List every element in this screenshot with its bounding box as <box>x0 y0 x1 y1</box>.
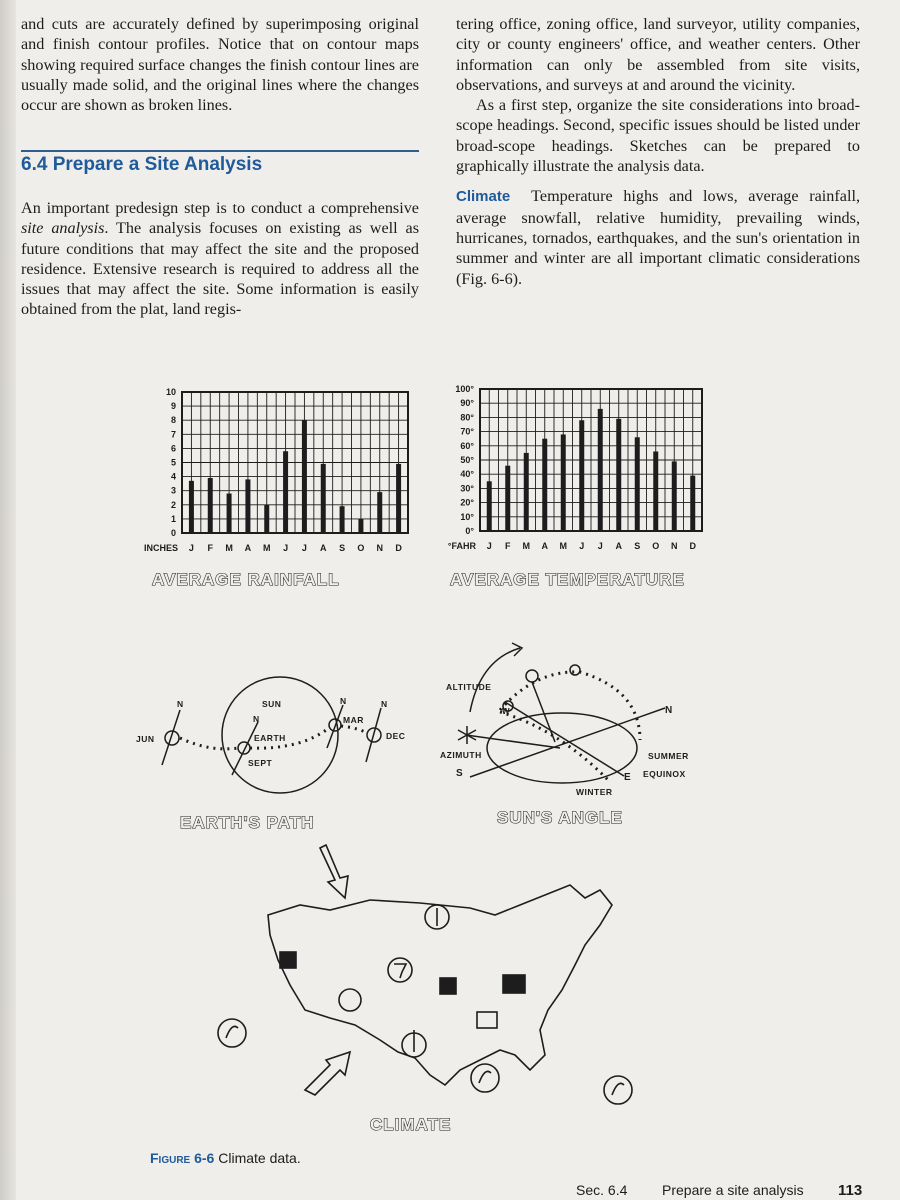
temperature-ytick-2: 20° <box>460 497 474 508</box>
rainfall-bar-3 <box>245 479 250 533</box>
rainfall-bar-0 <box>189 481 194 533</box>
compass-e: E <box>624 772 632 783</box>
rainfall-xtick-0: J <box>188 543 194 553</box>
temperature-xtick-3: A <box>541 541 548 551</box>
rainfall-xtick-5: J <box>283 543 289 553</box>
temperature-bar-11 <box>690 476 695 531</box>
horizon-ellipse <box>487 713 637 783</box>
temperature-xtick-5: J <box>579 541 585 551</box>
rainfall-xtick-4: M <box>263 543 271 553</box>
temperature-bar-4 <box>561 434 566 531</box>
footer-section: Sec. 6.4 <box>576 1182 628 1198</box>
sun-noon <box>570 665 580 675</box>
azimuth-line <box>466 735 560 748</box>
temperature-ytick-6: 60° <box>460 440 474 451</box>
rainfall-xtick-3: A <box>244 543 252 553</box>
rainfall-xtick-1: F <box>207 543 213 553</box>
figure-caption <box>150 1150 301 1166</box>
temperature-ytick-3: 30° <box>460 483 474 494</box>
right-paragraph-1: tering office, zoning office, land surveyor, utility companies, city or county engineers' office, and weather centers. Other information can only be assembled from site visits, observations, and surveys at and around the vicinity. <box>456 15 860 94</box>
azimuth-label: AZIMUTH <box>440 750 482 760</box>
rainfall-ytick-10: 10 <box>165 387 176 397</box>
orbit-dots-1 <box>180 738 238 749</box>
suns-angle-diagram <box>458 643 665 783</box>
altitude-label: ALTITUDE <box>446 682 492 692</box>
axis-dec <box>366 708 381 762</box>
summer-label: SUMMER <box>648 751 689 761</box>
earths-path-title: EARTH'S PATH <box>180 813 315 832</box>
north-label-jun: N <box>177 699 184 709</box>
rainfall-ytick-8: 8 <box>170 415 176 426</box>
temperature-xtick-6: J <box>597 541 603 551</box>
heat-icon <box>477 1012 497 1028</box>
snow-icon-west <box>280 952 296 968</box>
temperature-bar-3 <box>542 439 547 531</box>
temperature-bar-2 <box>524 453 529 531</box>
temperature-ytick-9: 90° <box>460 398 474 409</box>
temperature-ytick-1: 10° <box>460 511 474 522</box>
footer-title: Prepare a site analysis <box>662 1182 804 1198</box>
suns-angle-title: SUN'S ANGLE <box>497 808 623 827</box>
climate-subheading: Climate <box>456 188 511 206</box>
temperature-xtick-2: M <box>522 541 530 551</box>
rainfall-ytick-5: 5 <box>170 457 176 468</box>
sun-summer <box>526 670 538 682</box>
snow-icon-central <box>440 978 456 994</box>
rainfall-bar-9 <box>358 519 363 533</box>
temperature-chart-title: AVERAGE TEMPERATURE <box>450 570 685 589</box>
climate-text: Temperature highs and lows, average rainfall, average snowfall, relative humidity, prevailing winds, hurricanes, tornados, earthquakes, and the sun's orientation in summer and winter are all important climatic considerations (Fig. 6-6). <box>456 187 860 288</box>
temperature-bar-0 <box>487 481 492 531</box>
thermometer-icon-south <box>402 1030 426 1057</box>
temperature-xtick-10: N <box>671 541 678 551</box>
climate-map-title: CLIMATE <box>370 1115 452 1134</box>
rainfall-bar-10 <box>377 492 382 533</box>
hurricane-icon-east <box>471 1064 499 1092</box>
temperature-xtick-1: F <box>505 541 511 551</box>
rainfall-ytick-6: 6 <box>170 443 176 454</box>
temperature-xtick-4: M <box>559 541 567 551</box>
temperature-bar-8 <box>635 437 640 531</box>
temperature-xtick-11: D <box>689 541 696 551</box>
compass-s: S <box>456 768 464 779</box>
temperature-ytick-0: 0° <box>465 526 474 536</box>
sun-icon-map <box>339 989 361 1011</box>
us-climate-map <box>218 845 632 1104</box>
altitude-arrow <box>470 648 520 712</box>
rainfall-ytick-4: 4 <box>170 471 176 482</box>
compass-n: N <box>665 705 673 716</box>
rainfall-xtick-2: M <box>225 543 233 553</box>
rainfall-ytick-0: 0 <box>170 528 176 538</box>
rainfall-xtick-8: S <box>339 543 346 553</box>
rainfall-xtick-11: D <box>395 543 402 553</box>
right-paragraph-2: As a first step, organize the site considerations into broad-scope headings. Second, specific issues should be listed under broad-scope headings. Sketches can be prepared to graphically illustrate the analysis data. <box>456 96 860 176</box>
temperature-xtick-7: A <box>615 541 622 551</box>
temperature-bar-7 <box>616 419 621 531</box>
rainfall-bar-4 <box>264 505 269 533</box>
figure-label: Figure 6-6 <box>150 1150 215 1166</box>
temperature-ytick-7: 70° <box>460 426 474 437</box>
temperature-unit-label: °FAHR <box>447 541 476 551</box>
rainfall-bar-6 <box>302 420 307 533</box>
rainfall-bar-2 <box>227 494 232 533</box>
equinox-label: EQUINOX <box>643 769 686 779</box>
rainfall-ytick-1: 1 <box>170 513 176 524</box>
rainfall-chart-title: AVERAGE RAINFALL <box>152 570 340 589</box>
prevailing-wind-arrow-icon <box>320 845 348 898</box>
rainfall-unit-label: INCHES <box>143 543 178 553</box>
fire-icon <box>503 975 525 993</box>
thermometer-icon-north <box>425 905 449 929</box>
north-label-sept: N <box>253 714 260 724</box>
rainfall-bar-11 <box>396 464 401 533</box>
azimuth-star <box>458 726 476 744</box>
temperature-bar-9 <box>653 451 658 531</box>
orbit-dots-3 <box>341 726 367 733</box>
temperature-ytick-10: 100° <box>455 384 474 394</box>
rainfall-bar-8 <box>340 506 345 533</box>
rainfall-ytick-9: 9 <box>170 401 176 412</box>
temperature-chart <box>448 384 702 551</box>
temperature-xtick-8: S <box>634 541 641 551</box>
temperature-xtick-9: O <box>652 541 660 551</box>
hurricane-icon <box>218 1019 246 1047</box>
temperature-xtick-0: J <box>486 541 492 551</box>
jun-label: JUN <box>136 734 155 744</box>
figure-caption-text: Climate data. <box>218 1150 301 1166</box>
summer-path <box>500 672 640 740</box>
mar-label: MAR <box>343 715 364 725</box>
tornado-icon <box>388 958 412 982</box>
north-label-mar: N <box>340 696 347 706</box>
left-p2-start: An important predesign step is to conduct a comprehensive <box>21 199 419 217</box>
site-analysis-term: site analysis <box>21 219 105 238</box>
rainfall-chart <box>144 387 408 553</box>
rainfall-bar-7 <box>321 464 326 533</box>
dec-label: DEC <box>386 731 406 741</box>
rainfall-xtick-6: J <box>301 543 307 553</box>
rainfall-bar-1 <box>208 478 213 533</box>
earth-label: EARTH <box>254 733 286 743</box>
north-label-dec: N <box>381 699 388 709</box>
temperature-bar-6 <box>598 409 603 531</box>
rainfall-xtick-9: O <box>357 543 365 553</box>
altitude-line <box>532 682 555 742</box>
rainfall-xtick-7: A <box>320 543 327 553</box>
rainfall-bar-5 <box>283 451 288 533</box>
temperature-bar-5 <box>579 420 584 531</box>
section-heading: 6.4 Prepare a Site Analysis <box>21 154 263 175</box>
page-number: 113 <box>838 1182 863 1199</box>
left-paragraph-1: and cuts are accurately defined by superimposing original and finish contour profiles. Notice that on contour maps showing required surface changes the finish contour lines are usually made solid, and the original lines where the changes occur are shown as broken lines. <box>21 15 419 115</box>
left-p2-end: . The analysis focuses on existing as well as future conditions that may affect the site and the proposed residence. Extensive research is required to address all the issues that may affect the site. Some information is easily obtained from the plat, land regis- <box>21 219 420 319</box>
sept-label: SEPT <box>248 758 273 768</box>
rainfall-ytick-3: 3 <box>170 485 176 496</box>
temperature-bar-1 <box>505 466 510 531</box>
gulf-wind-arrow-icon <box>305 1052 350 1095</box>
temperature-bar-10 <box>672 461 677 531</box>
winter-label: WINTER <box>576 787 613 797</box>
temperature-ytick-4: 40° <box>460 469 474 480</box>
rainfall-xtick-10: N <box>376 543 383 553</box>
temperature-ytick-5: 50° <box>460 455 474 465</box>
compass-w: W <box>502 707 511 716</box>
hurricane-icon-sea <box>604 1076 632 1104</box>
rainfall-ytick-2: 2 <box>170 499 176 510</box>
sun-label: SUN <box>262 699 282 709</box>
rainfall-ytick-7: 7 <box>170 429 176 440</box>
temperature-ytick-8: 80° <box>460 412 474 423</box>
